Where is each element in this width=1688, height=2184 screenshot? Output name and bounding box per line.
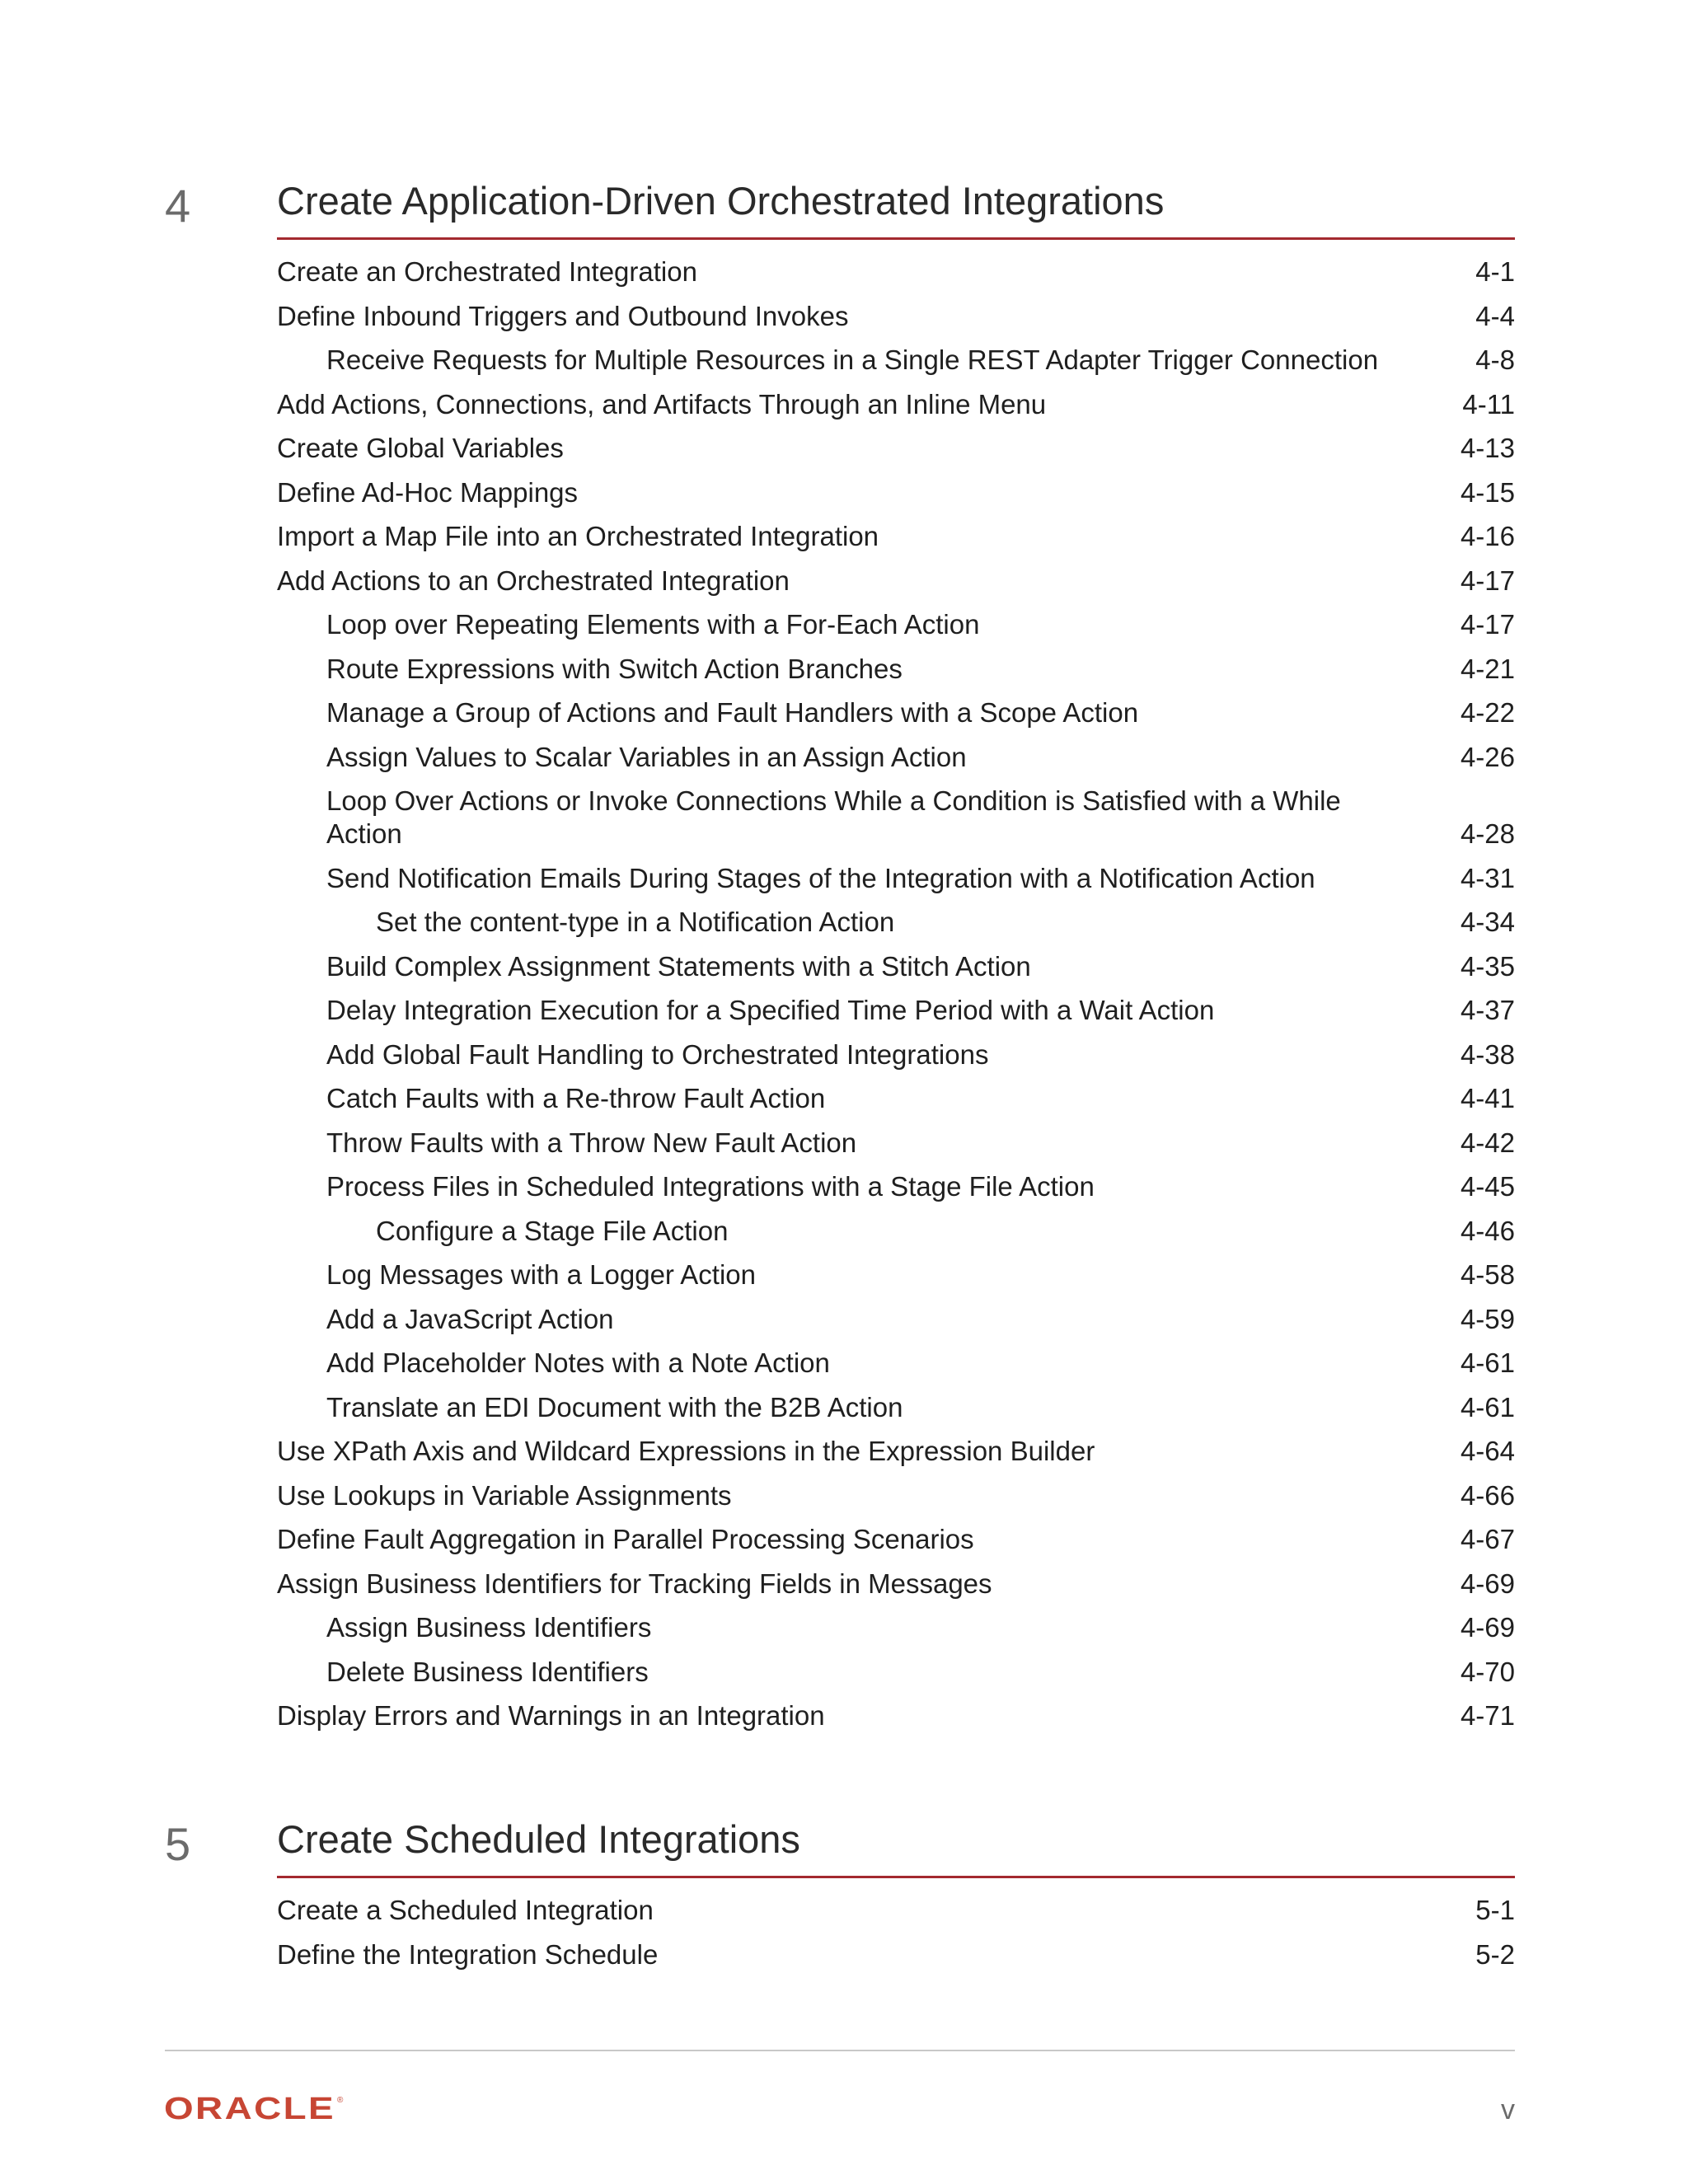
toc-entry[interactable] bbox=[277, 1170, 1515, 1215]
toc-entry-title: Add Placeholder Notes with a Note Action bbox=[326, 1347, 830, 1378]
toc-entry-title: Use Lookups in Variable Assignments bbox=[277, 1479, 732, 1511]
toc-entry-page: 4-37 bbox=[1460, 995, 1515, 1025]
toc-entry[interactable] bbox=[277, 906, 1515, 950]
toc-entry[interactable] bbox=[277, 1435, 1515, 1479]
toc-entry[interactable] bbox=[277, 653, 1515, 697]
toc-entry[interactable] bbox=[277, 1938, 1515, 1983]
toc-entry[interactable] bbox=[277, 1127, 1515, 1171]
toc-entry-page: 4-28 bbox=[1460, 818, 1515, 849]
toc-entry-title: Add Global Fault Handling to Orchestrated Integrations bbox=[326, 1038, 989, 1070]
toc-entry-page: 4-59 bbox=[1460, 1303, 1515, 1334]
toc-entry-page: 5-2 bbox=[1475, 1938, 1515, 1970]
toc-entry-page: 4-13 bbox=[1460, 433, 1515, 463]
toc-entry-title: Set the content-type in a Notification Action bbox=[376, 907, 895, 937]
toc-entry-page: 4-15 bbox=[1460, 476, 1515, 508]
toc-entry[interactable] bbox=[277, 1038, 1515, 1083]
toc-entry[interactable] bbox=[277, 432, 1515, 476]
chapter-number: 4 bbox=[165, 180, 191, 232]
toc-entry-page: 4-4 bbox=[1475, 300, 1515, 331]
toc-entry-page: 4-61 bbox=[1460, 1391, 1515, 1422]
toc-entry-page: 4-71 bbox=[1460, 1700, 1515, 1731]
toc-entry[interactable] bbox=[277, 1523, 1515, 1568]
toc-entry-title: Delay Integration Execution for a Specified Time Period with a Wait Action bbox=[326, 995, 1215, 1025]
toc-entry[interactable] bbox=[277, 1303, 1515, 1347]
toc-entry[interactable] bbox=[277, 608, 1515, 653]
toc-entry-title: Translate an EDI Document with the B2B Action bbox=[326, 1391, 903, 1422]
toc-entry-title: Define Fault Aggregation in Parallel Processing Scenarios bbox=[277, 1524, 974, 1554]
toc-entry-title: Configure a Stage File Action bbox=[376, 1215, 729, 1246]
toc-entry-page: 4-21 bbox=[1460, 653, 1515, 684]
toc-entry[interactable] bbox=[277, 1656, 1515, 1700]
toc-entry-page: 4-11 bbox=[1462, 388, 1515, 419]
toc-entry-page: 4-35 bbox=[1460, 950, 1515, 982]
toc-entry-page: 5-1 bbox=[1475, 1895, 1515, 1925]
toc-list bbox=[277, 255, 1515, 1744]
toc-entry-page: 4-16 bbox=[1460, 521, 1515, 551]
registered-mark: ® bbox=[337, 2096, 344, 2105]
toc-entry-title: Process Files in Scheduled Integrations with a Stage File Action bbox=[326, 1171, 1095, 1202]
toc-entry[interactable] bbox=[277, 994, 1515, 1038]
toc-entry-title: Define Inbound Triggers and Outbound Invokes bbox=[277, 300, 849, 331]
toc-entry[interactable] bbox=[277, 862, 1515, 907]
toc-entry[interactable] bbox=[277, 1568, 1515, 1612]
toc-entry-title: Display Errors and Warnings in an Integration bbox=[277, 1700, 825, 1731]
toc-entry-title: Manage a Group of Actions and Fault Handlers with a Scope Action bbox=[326, 697, 1139, 728]
toc-entry-page: 4-66 bbox=[1460, 1479, 1515, 1511]
toc-entry-page: 4-42 bbox=[1460, 1127, 1515, 1158]
toc-entry[interactable] bbox=[277, 344, 1515, 388]
toc-entry[interactable] bbox=[277, 1611, 1515, 1656]
toc-entry[interactable] bbox=[277, 1391, 1515, 1436]
toc-entry-page: 4-17 bbox=[1460, 565, 1515, 596]
toc-entry-title: Log Messages with a Logger Action bbox=[326, 1259, 756, 1290]
toc-entry-page: 4-45 bbox=[1460, 1171, 1515, 1202]
toc-entry-page: 4-22 bbox=[1460, 697, 1515, 728]
toc-entry[interactable] bbox=[277, 1258, 1515, 1303]
toc-entry-page: 4-31 bbox=[1460, 862, 1515, 893]
toc-entry-page: 4-1 bbox=[1475, 256, 1515, 287]
toc-entry-title: Catch Faults with a Re-throw Fault Action bbox=[326, 1083, 826, 1113]
toc-entry[interactable] bbox=[277, 565, 1515, 609]
toc-entry-page: 4-70 bbox=[1460, 1656, 1515, 1687]
toc-entry[interactable] bbox=[277, 741, 1515, 785]
toc-entry-title: Import a Map File into an Orchestrated Integration bbox=[277, 521, 879, 551]
toc-entry[interactable] bbox=[277, 950, 1515, 995]
toc-entry[interactable] bbox=[277, 696, 1515, 741]
toc-entry-page: 4-17 bbox=[1460, 609, 1515, 640]
toc-entry[interactable] bbox=[277, 1894, 1515, 1938]
toc-entry-title: Assign Values to Scalar Variables in an Assign Action bbox=[326, 741, 967, 772]
toc-entry-title: Define Ad-Hoc Mappings bbox=[277, 476, 579, 508]
toc-entry-title: Use XPath Axis and Wildcard Expressions in the Expression Builder bbox=[277, 1436, 1095, 1466]
toc-entry-title: Assign Business Identifiers for Tracking Fields in Messages bbox=[277, 1568, 992, 1599]
toc-entry-title: Create Global Variables bbox=[277, 433, 564, 463]
oracle-logo-mark bbox=[164, 2094, 345, 2122]
toc-list bbox=[277, 1894, 1515, 1982]
toc-entry-title: Add Actions, Connections, and Artifacts Through an Inline Menu bbox=[277, 388, 1047, 419]
toc-entry-title: Loop over Repeating Elements with a For-Each Action bbox=[326, 609, 980, 640]
toc-entry-page: 4-8 bbox=[1475, 344, 1515, 375]
chapter-divider bbox=[277, 237, 1515, 240]
toc-entry-page: 4-41 bbox=[1460, 1083, 1515, 1113]
toc-entry-page: 4-46 bbox=[1460, 1215, 1515, 1246]
toc-entry-page: 4-61 bbox=[1460, 1347, 1515, 1378]
toc-entry-page: 4-64 bbox=[1460, 1436, 1515, 1466]
chapter-divider bbox=[277, 1876, 1515, 1878]
toc-entry-page: 4-38 bbox=[1460, 1038, 1515, 1070]
toc-entry[interactable] bbox=[277, 520, 1515, 565]
toc-entry[interactable] bbox=[277, 785, 1515, 862]
toc-entry[interactable] bbox=[277, 1479, 1515, 1524]
toc-entry-title: Route Expressions with Switch Action Branches bbox=[326, 653, 903, 684]
toc-entry-title: Create a Scheduled Integration bbox=[277, 1895, 654, 1925]
toc-entry-title: Build Complex Assignment Statements with a Stitch Action bbox=[326, 950, 1031, 982]
toc-entry-title: Receive Requests for Multiple Resources in a Single REST Adapter Trigger Connection bbox=[326, 344, 1379, 375]
toc-entry[interactable] bbox=[277, 1215, 1515, 1259]
toc-entry-title: Add a JavaScript Action bbox=[326, 1303, 614, 1334]
toc-entry-title: Delete Business Identifiers bbox=[326, 1656, 649, 1687]
toc-entry-title: Loop Over Actions or Invoke Connections While a Condition is Satisfied with a While Action bbox=[326, 785, 1341, 849]
toc-entry-page: 4-34 bbox=[1460, 907, 1515, 937]
toc-entry[interactable] bbox=[277, 1347, 1515, 1391]
toc-entry-title: Define the Integration Schedule bbox=[277, 1938, 659, 1970]
toc-entry-page: 4-58 bbox=[1460, 1259, 1515, 1290]
oracle-logo-text: ORACLE bbox=[164, 2094, 335, 2122]
chapter-title: Create Application-Driven Orchestrated Integrations bbox=[277, 179, 1165, 223]
chapter-number: 5 bbox=[165, 1818, 191, 1870]
toc-entry-title: Add Actions to an Orchestrated Integration bbox=[277, 565, 790, 596]
toc-entry-page: 4-67 bbox=[1460, 1524, 1515, 1554]
footer-divider bbox=[165, 2050, 1515, 2051]
toc-entry[interactable] bbox=[277, 255, 1515, 300]
toc-entry-page: 4-69 bbox=[1460, 1612, 1515, 1643]
page-number: v bbox=[1501, 2094, 1515, 2125]
toc-entry-title: Create an Orchestrated Integration bbox=[277, 256, 697, 287]
chapter-title: Create Scheduled Integrations bbox=[277, 1817, 800, 1861]
toc-entry[interactable] bbox=[277, 1699, 1515, 1744]
toc-entry-title: Assign Business Identifiers bbox=[326, 1612, 652, 1643]
toc-entry-page: 4-26 bbox=[1460, 741, 1515, 772]
toc-entry[interactable] bbox=[277, 388, 1515, 433]
oracle-logo bbox=[164, 2094, 345, 2126]
toc-entry-title: Send Notification Emails During Stages of the Integration with a Notification Action bbox=[326, 862, 1315, 893]
toc-entry[interactable] bbox=[277, 476, 1515, 521]
toc-entry[interactable] bbox=[277, 1082, 1515, 1127]
toc-entry[interactable] bbox=[277, 300, 1515, 344]
toc-entry-title: Throw Faults with a Throw New Fault Action bbox=[326, 1127, 857, 1158]
toc-entry-page: 4-69 bbox=[1460, 1568, 1515, 1599]
